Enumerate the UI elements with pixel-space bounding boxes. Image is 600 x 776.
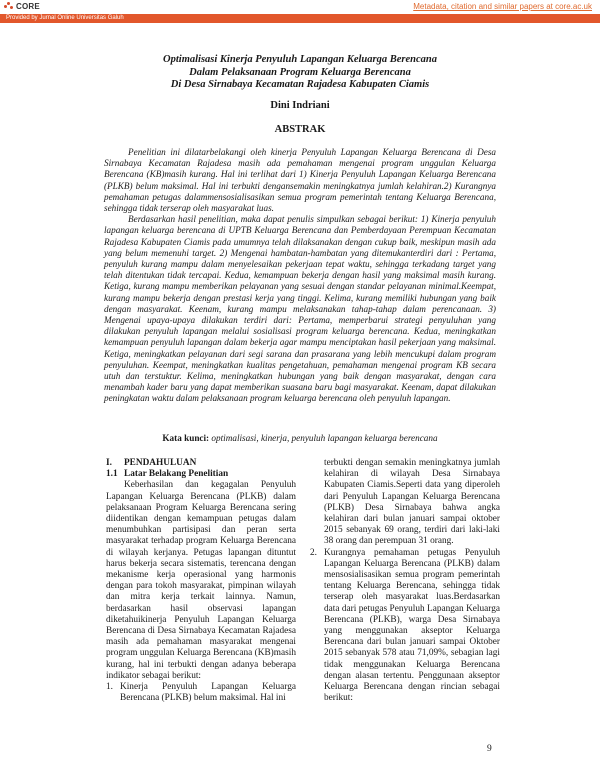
section-title: PENDAHULUAN [124,458,197,468]
list-item [310,548,500,705]
abstract-body [104,147,496,405]
list-text: Kurangnya pemahaman petugas Penyuluh Lapangan Keluarga Berencana (PLKB) dalam mensosialisasikan semua program pemerintah tentang Keluarga Berencana, sehingga tidak terserap oleh masyarakat luas.Berdasarkan data dari petugas Penyuluh Lapangan Keluarga Berencana (PLKB), warga Desa Sirnabaya yang menggunakan akseptor Keluarga Berencana dari bulan januari sampai Oktober 2015 sebanyak 578 atau 71,09%, sebagian lagi tidak menggunakan Keluarga Berencana dengan alasan tertentu. Penggunaan akseptor Keluarga Berencana dengan rincian sebagai berikut: [324,547,500,704]
keywords-text: optimalisasi, kinerja, penyuluh lapangan keluarga berencana [211,433,438,443]
keywords-label: Kata kunci: [162,433,210,443]
title-line: Di Desa Sirnabaya Kecamatan Rajadesa Kabupaten Ciamis [170,79,430,90]
list-number: 2. [310,547,317,558]
title-line: Dalam Pelaksanaan Program Keluarga Berencana [189,66,411,78]
abstract-paragraph: Penelitian ini dilatarbelakangi oleh kinerja Penyuluh Lapangan Keluarga Berencana di Desa Sirnabaya Kecamatan Rajadesa masih ada pemahaman mengenai program unggulan Keluarga Berencana (KB)masih kurang. Hal ini terlihat dari 1) Kinerja Penyuluh Lapangan Keluarga Berencana (PLKB) belum maksimal. Hal ini terbukti dengansemakin meningkatnya jumlah kelahiran.2) Kurangnya pemahaman petugas dalammensosialisasikan semua program pemerintah tentang Keluarga Berencana, sehingga tidak terserap oleh masyarakat luas. [104,147,496,214]
list-text: Kinerja Penyuluh Lapangan Keluarga Berencana (PLKB) belum maksimal. Hal ini [120,682,296,704]
provider-bar [0,14,600,23]
body-column-left [106,458,296,704]
list-item [106,682,296,704]
core-header [0,0,600,14]
core-logo-icon [4,1,14,11]
core-logo-text: CORE [16,1,40,11]
abstract-paragraph: Berdasarkan hasil penelitian, maka dapat penulis simpulkan sebagai berikut: 1) Kinerja penyuluh lapangan keluarga berencana di UPTB Keluarga Berencana dan Pemberdayaan Perempuan Kecamatan Rajadesa Kabupaten Ciamis pada umumnya telah dilaksanakan dengan cukup baik, meskipun masih ada yang belum memenuhi target. 2) Mengenai hambatan-hambatan yang ditemukanterdiri dari : Pertama, penyuluh kurang mampu dalam menyelesaikan pekerjaan tepat waktu, sehingga terkadang target yang telah ditentukan tidak tercapai. Kedua, kemampuan bekerja dengan hasil yang maksimal masih kurang. Ketiga, kurang mampu memberikan pelayanan yang sesuai dengan standar pelayanan minimal.Keempat, kurang mampu bekerja dengan prestasi kerja yang tinggi. Kelima, kurang memiliki hubungan yang baik dengan masyarakat. Keenam, kurang mampu melaksanakan tahap-tahap dalam perencanaan. 3) Mengenai upaya-upaya dilakukan terdiri dari: Pertama, memperbarui strategi penyuluhan yang dilakukan penyuluh lapangan melalui sosialisasi program keluarga berencana. Kedua, meningkatkan kemampuan penyuluh lapangan dalam bekerja agar mampu menciptakan hasil pekerjaan yang maksimal. Ketiga, meningkatkan pelayanan dari segi sarana dan prasarana yang lebih mencukupi dalam program penyuluhan. Keempat, meningkatkan kualitas pengetahuan, pemahaman mengenai program KB secara utuh dan terstuktur. Kelima, meningkatkan hubungan yang baik dengan masyarakat, dengan cara menambah kader baru yang dapat memberikan suasana baru bagi masyarakat. Keenam, dapat dilakukan peningkatan waktu dalam pelaksanaan program keluarga berencana oleh penyuluh lapangan. [104,214,496,404]
subsection-number: 1.1 [106,469,118,480]
list-number: 1. [106,682,113,693]
page-number: 9 [487,744,492,754]
body-column-right [310,458,500,704]
keywords [104,433,496,443]
title-line: Optimalisasi Kinerja Penyuluh Lapangan Keluarga Berencana [163,54,437,65]
author-name: Dini Indriani [270,100,330,111]
body-paragraph: Keberhasilan dan kegagalan Penyuluh Lapangan Keluarga Berencana (PLKB) dalam pelaksanaan Program Keluarga Berencana sering diidentikan dengan kemampuan petugas dalam menumbuhkan partisipasi dan peran serta masyarakat terhadap program Keluarga Berencana di wilayah kerjanya. Petugas lapangan dituntut harus bekerja secara sistematis, terencana dengan mekanisme kerja operasional yang harmonis dengan para tokoh masyarakat, pimpinan wilayah dan mitra kerja terkait lainnya. Namun, berdasarkan hasil observasi lapangan diketahuikinerja Penyuluh Lapangan Keluarga Berencana di Desa Sirnabaya Kecamatan Rajadesa masih ada pemahaman masyarakat mengenai program unggulan Keluarga Berencana (KB)masih kurang, hal ini terbukti dengan adanya beberapa indikator sebagai berikut: [106,480,296,681]
subsection-title: Latar Belakang Penelitian [124,469,229,480]
section-heading [106,458,296,469]
section-number: I. [106,458,112,468]
core-logo[interactable] [4,1,40,11]
subsection-heading [106,469,296,480]
list-continuation: terbukti dengan semakin meningkatnya jumlah kelahiran di wilayah Desa Sirnabaya Kabupaten Ciamis.Seperti data yang diperoleh dari Penyuluh Lapangan Keluarga Berencana (PLKB) Desa Sirnabaya bahwa angka kelahiran dari bulan januari sampai oktober 2015 sebanyak 69 orang, terdiri dari laki-laki 38 orang dan perempuan 31 orang. [324,458,500,547]
provider-text: Provided by Jurnal Online Universitas Galuh [6,15,124,21]
paper-title [100,54,500,92]
abstract-heading: ABSTRAK [274,124,326,135]
metadata-link[interactable]: Metadata, citation and similar papers at core.ac.uk [413,2,592,11]
